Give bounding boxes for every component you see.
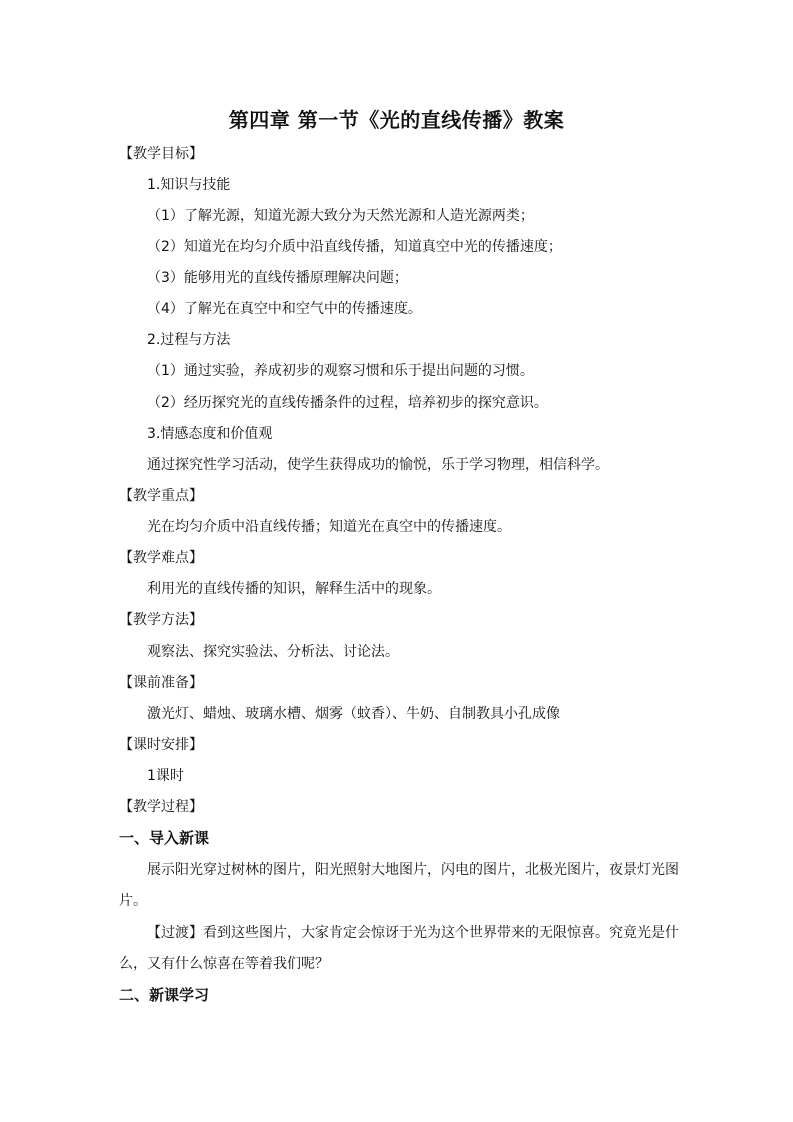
process-item-1: （1）通过实验，养成初步的观察习惯和乐于提出问题的习惯。 — [147, 363, 534, 379]
section-new-lesson: 二、新课学习 — [119, 986, 210, 1004]
heading-difficulties: 【教学难点】 — [119, 550, 203, 566]
heading-teaching-goals: 【教学目标】 — [119, 146, 203, 162]
goal-item-4: （4）了解光在真空中和空气中的传播速度。 — [147, 301, 422, 317]
subheading-attitude-values: 3.情感态度和价值观 — [147, 426, 273, 442]
heading-key-points: 【教学重点】 — [119, 488, 203, 504]
intro-paragraph: 展示阳光穿过树林的图片，阳光照射大地图片，闪电的图片，北极光图片，夜景灯光图片。 — [119, 862, 679, 909]
goal-item-1: （1）了解光源，知道光源大致分为天然光源和人造光源两类； — [147, 208, 534, 224]
attitude-text: 通过探究性学习活动，使学生获得成功的愉悦，乐于学习物理，相信科学。 — [147, 457, 609, 473]
heading-preparation: 【课前准备】 — [119, 675, 203, 691]
key-points-text: 光在均匀介质中沿直线传播；知道光在真空中的传播速度。 — [147, 519, 511, 535]
methods-text: 观察法、探究实验法、分析法、讨论法。 — [147, 644, 399, 660]
subheading-process-methods: 2.过程与方法 — [147, 332, 231, 348]
goal-item-2: （2）知道光在均匀介质中沿直线传播，知道真空中光的传播速度； — [147, 239, 562, 255]
process-item-2: （2）经历探究光的直线传播条件的过程，培养初步的探究意识。 — [147, 395, 548, 411]
heading-schedule: 【课时安排】 — [119, 737, 203, 753]
difficulties-text: 利用光的直线传播的知识，解释生活中的现象。 — [147, 581, 441, 597]
subheading-knowledge-skills: 1.知识与技能 — [147, 177, 231, 193]
schedule-text: 1课时 — [147, 768, 184, 784]
section-intro: 一、导入新课 — [119, 829, 210, 847]
transition-paragraph: 【过渡】看到这些图片，大家肯定会惊讶于光为这个世界带来的无限惊喜。究竟光是什么，又有什么惊喜在等着我们呢？ — [119, 925, 679, 972]
heading-teaching-process: 【教学过程】 — [119, 799, 203, 815]
heading-methods: 【教学方法】 — [119, 612, 203, 628]
goal-item-3: （3）能够用光的直线传播原理解决问题； — [147, 270, 408, 286]
preparation-text: 激光灯、蜡烛、玻璃水槽、烟雾（蚊香）、牛奶、自制教具小孔成像 — [147, 706, 560, 722]
document-title: 第四章 第一节《光的直线传播》教案 — [228, 108, 565, 132]
